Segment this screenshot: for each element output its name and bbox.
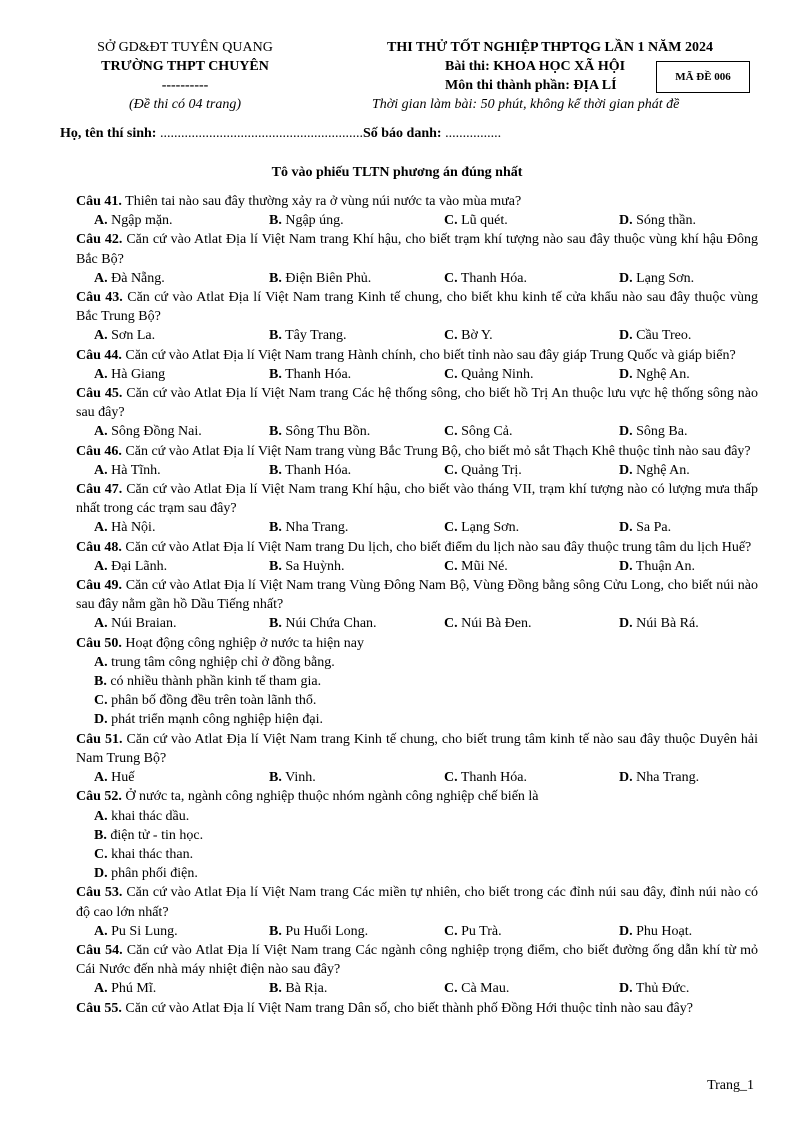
option-text: Huế	[107, 770, 135, 786]
answer-option	[94, 614, 269, 633]
question	[76, 288, 758, 346]
candidate-name-dots: ..........................................................	[156, 126, 363, 141]
exam-title: THI THỬ TỐT NGHIỆP THPTQG LẦN 1 NĂM 2024	[387, 40, 713, 55]
option-letter: B.	[269, 616, 282, 632]
answer-option	[444, 422, 619, 441]
answer-option	[269, 461, 444, 480]
option-text: Đà Nẵng.	[107, 270, 165, 286]
question-stem	[76, 883, 758, 921]
answer-options	[76, 422, 758, 441]
question-stem	[76, 230, 758, 268]
question	[76, 230, 758, 288]
answer-options	[76, 614, 758, 633]
option-letter: A.	[94, 616, 108, 632]
option-text: Sông Đồng Nai.	[107, 424, 202, 440]
question	[76, 999, 758, 1018]
option-letter: B.	[269, 462, 282, 478]
option-text: Nghệ An.	[632, 366, 690, 382]
option-text: Nha Trang.	[281, 520, 349, 536]
answer-option	[619, 979, 794, 998]
option-letter: C.	[94, 693, 108, 709]
candidate-id-label: Số báo danh:	[362, 126, 442, 141]
option-text: Thuận An.	[632, 558, 695, 574]
answer-option	[444, 614, 619, 633]
question-stem	[76, 576, 758, 614]
question-stem	[76, 346, 758, 365]
option-letter: A.	[94, 270, 108, 286]
option-text: Phú Mĩ.	[107, 981, 157, 997]
option-text: Thanh Hóa.	[281, 462, 352, 478]
answer-options	[76, 653, 758, 730]
option-letter: D.	[619, 770, 633, 786]
option-text: Lũ quét.	[457, 213, 508, 229]
option-letter: C.	[444, 520, 458, 536]
answer-option	[619, 461, 794, 480]
question	[76, 346, 758, 384]
answer-option	[94, 518, 269, 537]
question-stem	[76, 288, 758, 326]
option-text: phân bố đồng đều trên toàn lãnh thổ.	[107, 693, 317, 709]
option-letter: C.	[444, 923, 458, 939]
option-letter: C.	[444, 616, 458, 632]
answer-option	[269, 326, 444, 345]
option-text: Sông Ba.	[632, 424, 688, 440]
option-letter: A.	[94, 770, 108, 786]
answer-option	[94, 211, 269, 230]
answer-option	[444, 326, 619, 345]
option-text: Ngập úng.	[281, 213, 344, 229]
question-number: Câu 43.	[76, 290, 123, 306]
question-stem	[76, 999, 758, 1018]
option-letter: C.	[444, 770, 458, 786]
answer-option	[269, 365, 444, 384]
question	[76, 480, 758, 538]
question-stem	[76, 384, 758, 422]
option-letter: D.	[619, 213, 633, 229]
answer-option	[94, 422, 269, 441]
question-stem	[76, 192, 758, 211]
school-name: TRƯỜNG THPT CHUYÊN	[101, 59, 269, 74]
question-number: Câu 53.	[76, 885, 123, 901]
question-number: Câu 47.	[76, 482, 123, 498]
answer-options	[76, 269, 758, 288]
answer-option	[94, 710, 758, 729]
question-text: Hoạt động công nghiệp ở nước ta hiện nay	[121, 635, 364, 651]
option-letter: D.	[619, 366, 633, 382]
question	[76, 634, 758, 730]
answer-option	[444, 922, 619, 941]
question-text: Căn cứ vào Atlat Địa lí Việt Nam trang Khí hậu, cho biết vào tháng VII, trạm khí tượng nào có lượng mưa thấp nhất trong các trạm sau đây?	[76, 482, 758, 517]
question-text: Căn cứ vào Atlat Địa lí Việt Nam trang Các hệ thống sông, cho biết hồ Trị An thuộc lưu vực hệ thống sông nào sau đây?	[76, 386, 758, 421]
question	[76, 384, 758, 442]
option-letter: C.	[444, 366, 458, 382]
answer-option	[619, 614, 794, 633]
option-letter: A.	[94, 808, 108, 824]
answer-options	[76, 365, 758, 384]
question	[76, 730, 758, 788]
option-letter: B.	[94, 674, 107, 690]
answer-option	[94, 365, 269, 384]
answer-option	[619, 557, 794, 576]
option-text: Sông Cả.	[457, 424, 513, 440]
option-letter: D.	[94, 866, 108, 882]
question-text: Thiên tai nào sau đây thường xảy ra ở vùng núi nước ta vào mùa mưa?	[121, 194, 522, 209]
answer-option	[619, 518, 794, 537]
question	[76, 883, 758, 941]
option-text: điện tử - tin học.	[106, 827, 204, 843]
question-stem	[76, 941, 758, 979]
option-text: Cầu Treo.	[632, 328, 692, 344]
answer-options	[76, 326, 758, 345]
option-letter: C.	[94, 846, 108, 862]
option-text: khai thác than.	[107, 846, 194, 862]
question-number: Câu 49.	[76, 578, 123, 594]
option-letter: C.	[444, 213, 458, 229]
option-text: Hà Giang	[107, 366, 166, 382]
exam-duration: Thời gian làm bài: 50 phút, không kể thời gian phát đề	[372, 97, 680, 112]
question-text: Căn cứ vào Atlat Địa lí Việt Nam trang Các miền tự nhiên, cho biết trong các đỉnh núi sau đây, đỉnh núi nào có độ cao lớn nhất?	[76, 885, 758, 920]
candidate-name-label: Họ, tên thí sinh:	[60, 126, 157, 141]
answer-options	[76, 768, 758, 787]
option-letter: A.	[94, 981, 108, 997]
option-letter: C.	[444, 558, 458, 574]
page-count-note: (Đề thi có 04 trang)	[129, 97, 241, 112]
question-text: Căn cứ vào Atlat Địa lí Việt Nam trang Các ngành công nghiệp trọng điểm, cho biết đường ống dẫn khí từ mỏ Cái Nước đến nhà máy nhiệt điện nào sau đây?	[76, 942, 759, 978]
option-letter: D.	[619, 923, 633, 939]
question-text: Căn cứ vào Atlat Địa lí Việt Nam trang Dân số, cho biết thành phố Đồng Hới thuộc tỉnh nào sau đây?	[121, 1000, 693, 1016]
question-stem	[76, 634, 758, 653]
question	[76, 538, 758, 576]
option-text: có nhiều thành phần kinh tế tham gia.	[106, 674, 322, 690]
answer-option	[94, 326, 269, 345]
question-number: Câu 48.	[76, 539, 122, 555]
question-text: Căn cứ vào Atlat Địa lí Việt Nam trang Du lịch, cho biết điểm du lịch nào sau đây thuộc trung tâm du lịch Huế?	[121, 539, 752, 555]
answer-option	[94, 269, 269, 288]
option-letter: C.	[444, 270, 458, 286]
option-text: Điện Biên Phủ.	[281, 270, 372, 286]
answer-option	[444, 979, 619, 998]
option-text: Hà Nội.	[107, 520, 156, 536]
department-name: SỞ GD&ĐT TUYÊN QUANG	[97, 40, 273, 55]
option-letter: B.	[269, 270, 282, 286]
option-text: Sa Huỳnh.	[281, 558, 345, 574]
answer-option	[269, 211, 444, 230]
option-letter: A.	[94, 654, 108, 670]
answer-option	[269, 614, 444, 633]
question	[76, 787, 758, 883]
answer-option	[619, 211, 794, 230]
option-text: Bà Rịa.	[281, 981, 328, 997]
answer-option	[269, 422, 444, 441]
option-text: Nha Trang.	[632, 770, 700, 786]
question-number: Câu 46.	[76, 443, 122, 459]
question-stem	[76, 442, 758, 461]
option-letter: A.	[94, 328, 108, 344]
answer-option	[619, 365, 794, 384]
answer-options	[76, 211, 758, 230]
answer-option	[269, 269, 444, 288]
header-left	[70, 38, 300, 114]
option-text: Lạng Sơn.	[457, 520, 520, 536]
question-number: Câu 52.	[76, 789, 122, 805]
option-letter: B.	[269, 213, 282, 229]
option-text: Hà Tĩnh.	[107, 462, 161, 478]
answer-option	[444, 365, 619, 384]
candidate-info	[60, 126, 501, 142]
option-text: khai thác dầu.	[107, 808, 190, 824]
question-number: Câu 51.	[76, 731, 123, 747]
option-letter: A.	[94, 520, 108, 536]
answer-option	[444, 461, 619, 480]
option-letter: B.	[269, 328, 282, 344]
exam-code-box: MÃ ĐỀ 006	[656, 61, 750, 93]
option-letter: B.	[269, 923, 282, 939]
option-letter: B.	[269, 558, 282, 574]
option-letter: C.	[444, 981, 458, 997]
option-text: Tây Trang.	[281, 328, 347, 344]
question-list	[76, 192, 758, 1018]
question-text: Căn cứ vào Atlat Địa lí Việt Nam trang Kinh tế chung, cho biết trung tâm kinh tế nào sau đây thuộc Duyên hải Nam Trung Bộ?	[76, 731, 758, 766]
option-letter: B.	[269, 770, 282, 786]
answer-option	[94, 557, 269, 576]
option-text: Núi Braian.	[107, 616, 177, 632]
page-footer: Trang_1	[707, 1078, 754, 1093]
option-letter: D.	[619, 462, 633, 478]
answer-option	[444, 518, 619, 537]
option-text: Núi Bà Đen.	[457, 616, 532, 632]
option-text: Cà Mau.	[457, 981, 510, 997]
option-letter: B.	[269, 981, 282, 997]
option-text: Lạng Sơn.	[632, 270, 695, 286]
answer-option	[269, 922, 444, 941]
candidate-id-dots: ................	[441, 126, 502, 141]
answer-option	[619, 922, 794, 941]
answer-options	[76, 557, 758, 576]
option-text: phát triển mạnh công nghiệp hiện đại.	[107, 712, 324, 728]
answer-option	[619, 269, 794, 288]
question-text: Căn cứ vào Atlat Địa lí Việt Nam trang Vùng Đông Nam Bộ, Vùng Đồng bằng sông Cửu Long, cho biết núi nào sau đây nằm gần hồ Dầu Tiếng nhất?	[76, 578, 758, 613]
answer-option	[94, 922, 269, 941]
question-text: Căn cứ vào Atlat Địa lí Việt Nam trang vùng Bắc Trung Bộ, cho biết mỏ sắt Thạch Khê thuộc tỉnh nào sau đây?	[121, 443, 751, 459]
option-text: Nghệ An.	[632, 462, 690, 478]
answer-option	[619, 422, 794, 441]
answer-option	[444, 211, 619, 230]
answer-options	[76, 461, 758, 480]
option-letter: B.	[269, 424, 282, 440]
option-text: Pu Trà.	[457, 923, 502, 939]
option-text: Sóng thần.	[632, 213, 697, 229]
option-letter: D.	[619, 424, 633, 440]
question-number: Câu 44.	[76, 347, 122, 363]
question-stem	[76, 787, 758, 806]
question-number: Câu 54.	[76, 942, 123, 958]
option-text: Pu Huổi Long.	[281, 923, 369, 939]
answer-options	[76, 979, 758, 998]
answer-option	[94, 461, 269, 480]
answer-option	[444, 269, 619, 288]
question-stem	[76, 730, 758, 768]
question-number: Câu 42.	[76, 232, 123, 248]
option-letter: B.	[94, 827, 107, 843]
question	[76, 576, 758, 634]
option-letter: C.	[444, 424, 458, 440]
answer-options	[76, 922, 758, 941]
header-divider: ----------	[161, 78, 209, 93]
question	[76, 192, 758, 230]
answer-option	[94, 672, 758, 691]
question	[76, 442, 758, 480]
answer-option	[94, 864, 444, 883]
option-text: Núi Chứa Chan.	[281, 616, 377, 632]
option-letter: C.	[444, 328, 458, 344]
option-text: Vinh.	[281, 770, 316, 786]
answer-options	[76, 518, 758, 537]
option-letter: A.	[94, 558, 108, 574]
option-text: Phu Hoạt.	[632, 923, 693, 939]
option-letter: A.	[94, 213, 108, 229]
answer-option	[619, 326, 794, 345]
question-text: Ở nước ta, ngành công nghiệp thuộc nhóm ngành công nghiệp chế biến là	[121, 789, 539, 805]
question	[76, 941, 758, 999]
option-text: Sơn La.	[107, 328, 156, 344]
option-letter: A.	[94, 366, 108, 382]
option-text: Thủ Đức.	[632, 981, 690, 997]
option-letter: D.	[619, 616, 633, 632]
answer-option	[94, 807, 444, 826]
option-text: Núi Bà Rá.	[632, 616, 699, 632]
option-letter: A.	[94, 923, 108, 939]
option-text: Đại Lãnh.	[107, 558, 168, 574]
option-letter: D.	[94, 712, 108, 728]
question-text: Căn cứ vào Atlat Địa lí Việt Nam trang Khí hậu, cho biết trạm khí tượng nào sau đây thuộc vùng khí hậu Đông Bắc Bộ?	[76, 232, 758, 267]
question-text: Căn cứ vào Atlat Địa lí Việt Nam trang Kinh tế chung, cho biết khu kinh tế cửa khẩu nào sau đây thuộc vùng Bắc Trung Bộ?	[76, 290, 758, 325]
option-letter: D.	[619, 270, 633, 286]
option-text: Sa Pa.	[632, 520, 672, 536]
option-text: Thanh Hóa.	[281, 366, 352, 382]
option-letter: A.	[94, 424, 108, 440]
option-text: phân phối điện.	[107, 866, 198, 882]
option-letter: D.	[619, 981, 633, 997]
exam-subject: Bài thi: KHOA HỌC XÃ HỘI	[445, 59, 626, 74]
answer-option	[269, 557, 444, 576]
option-text: Quảng Trị.	[457, 462, 522, 478]
option-letter: D.	[619, 328, 633, 344]
option-text: Thanh Hóa.	[457, 270, 527, 286]
option-letter: D.	[619, 520, 633, 536]
option-letter: A.	[94, 462, 108, 478]
option-text: Bờ Y.	[457, 328, 493, 344]
question-number: Câu 41.	[76, 194, 122, 209]
question-stem	[76, 480, 758, 518]
option-letter: B.	[269, 520, 282, 536]
answer-option	[94, 979, 269, 998]
question-stem	[76, 538, 758, 557]
option-text: Sông Thu Bồn.	[281, 424, 371, 440]
answer-options	[76, 807, 758, 884]
question-number: Câu 50.	[76, 635, 122, 651]
exam-component: Môn thi thành phần: ĐỊA LÍ	[445, 78, 617, 93]
answer-option	[269, 768, 444, 787]
answer-option	[444, 768, 619, 787]
question-text: Căn cứ vào Atlat Địa lí Việt Nam trang Hành chính, cho biết tỉnh nào sau đây giáp Trung Quốc và giáp biển?	[121, 347, 736, 363]
option-text: Pu Si Lung.	[107, 923, 178, 939]
answer-option	[94, 768, 269, 787]
answer-option	[444, 557, 619, 576]
option-text: Mũi Né.	[457, 558, 508, 574]
answer-option	[94, 826, 444, 845]
option-text: Quảng Ninh.	[457, 366, 534, 382]
answer-option	[269, 979, 444, 998]
answer-option	[94, 845, 444, 864]
option-text: Thanh Hóa.	[457, 770, 527, 786]
option-letter: D.	[619, 558, 633, 574]
answer-option	[94, 653, 758, 672]
option-text: trung tâm công nghiệp chỉ ở đồng bằng.	[107, 654, 335, 670]
answer-option	[94, 691, 758, 710]
option-text: Ngập mặn.	[107, 213, 173, 229]
question-number: Câu 45.	[76, 386, 123, 402]
option-letter: B.	[269, 366, 282, 382]
answer-option	[269, 518, 444, 537]
option-letter: C.	[444, 462, 458, 478]
answer-option	[619, 768, 794, 787]
instruction: Tô vào phiếu TLTN phương án đúng nhất	[271, 165, 523, 180]
question-number: Câu 55.	[76, 1000, 122, 1016]
